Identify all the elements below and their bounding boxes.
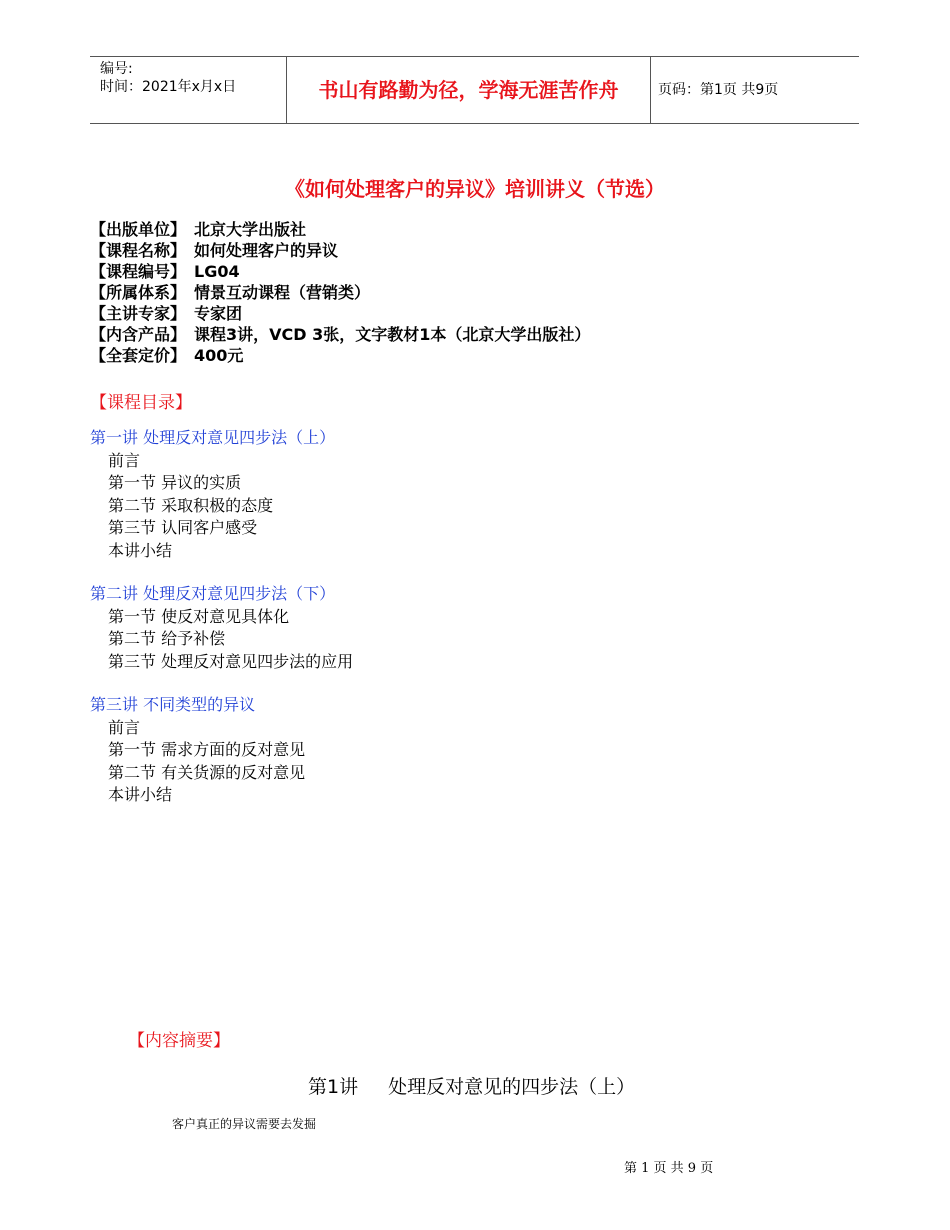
info-label: 【全套定价】 — [90, 346, 187, 365]
toc-item: 第一节 异议的实质 — [108, 473, 242, 492]
header-motto-cell — [286, 57, 651, 123]
section-subheading: 客户真正的异议需要去发掘 — [172, 1117, 317, 1131]
info-row-products — [90, 324, 590, 345]
toc-section-2 — [90, 583, 353, 673]
info-value: LG04 — [194, 262, 240, 281]
toc-item: 本讲小结 — [108, 785, 173, 804]
header-right-cell — [650, 57, 859, 123]
info-label: 【课程编号】 — [90, 262, 187, 281]
toc-item: 第二节 给予补偿 — [108, 629, 226, 648]
toc-item: 前言 — [108, 717, 141, 737]
info-label: 【所属体系】 — [90, 283, 187, 302]
lecture-number: 第1讲 — [308, 1076, 359, 1098]
info-value: 北京大学出版社 — [194, 220, 307, 239]
summary-heading: 【内容摘要】 — [128, 1031, 230, 1051]
info-row-course-code — [90, 261, 590, 282]
page-footer: 第 1 页 共 9 页 — [624, 1161, 714, 1176]
lecture-heading — [308, 1072, 635, 1099]
info-row-price — [90, 345, 590, 366]
info-value: 情景互动课程（营销类） — [194, 283, 371, 302]
info-value: 课程3讲，VCD 3张，文字教材1本（北京大学出版社） — [194, 325, 591, 344]
info-label: 【课程名称】 — [90, 241, 187, 260]
toc-item: 第三节 处理反对意见四步法的应用 — [108, 651, 354, 671]
toc-item: 第三节 认同客户感受 — [108, 518, 258, 537]
info-row-publisher — [90, 219, 590, 240]
info-label: 【内含产品】 — [90, 325, 187, 344]
info-value: 400元 — [194, 346, 244, 365]
info-row-speaker — [90, 303, 590, 324]
course-info — [90, 219, 590, 366]
toc-item: 前言 — [108, 450, 141, 470]
document-title: 《如何处理客户的异议》培训讲义（节选） — [285, 177, 665, 201]
serial-label: 编号: — [100, 61, 133, 77]
info-row-course-name — [90, 240, 590, 261]
toc-item: 第二节 有关货源的反对意见 — [108, 762, 306, 782]
toc-item: 第一节 需求方面的反对意见 — [108, 740, 306, 759]
info-label: 【主讲专家】 — [90, 304, 187, 323]
info-value: 如何处理客户的异议 — [194, 241, 339, 260]
header-left-cell — [90, 57, 286, 123]
header-motto: 书山有路勤为径，学海无涯苦作舟 — [318, 78, 619, 102]
info-row-system — [90, 282, 590, 303]
lecture-title: 处理反对意见的四步法（上） — [388, 1076, 636, 1098]
page-header — [90, 56, 859, 124]
toc-item: 第二节 采取积极的态度 — [108, 495, 274, 515]
time-label: 时间：2021年x月x日 — [100, 79, 237, 95]
info-label: 【出版单位】 — [90, 220, 187, 239]
toc-heading: 【课程目录】 — [90, 393, 192, 413]
toc-lecture-title: 第三讲 不同类型的异议 — [90, 695, 256, 714]
toc-item: 第一节 使反对意见具体化 — [108, 606, 290, 626]
toc-section-1 — [90, 427, 335, 562]
toc-item: 本讲小结 — [108, 540, 173, 560]
toc-lecture-title: 第二讲 处理反对意见四步法（下） — [90, 584, 336, 603]
info-value: 专家团 — [194, 304, 243, 323]
toc-section-3 — [90, 694, 305, 807]
toc-lecture-title: 第一讲 处理反对意见四步法（上） — [90, 428, 336, 447]
header-page-info: 页码：第1页 共9页 — [658, 82, 779, 98]
